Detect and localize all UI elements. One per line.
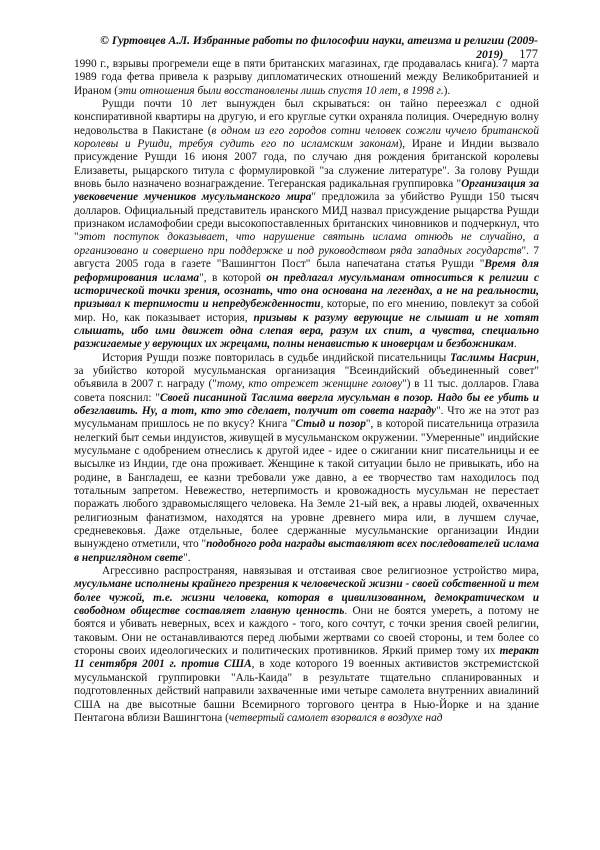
text-run: ". xyxy=(183,551,191,564)
text-run: Рушди почти 10 лет вынужден был скрываться: он тайно переезжал с одной конспиративной квартиры на другую, и его круглые сутки охраняла полиция. Очередную волну недовольства в Пакистане ( xyxy=(74,98,539,137)
paragraph-4 xyxy=(74,565,539,725)
text-run: . Они не боятся умереть, а потому не боятся и убивать неверных, всех и каждого - того, кого сочтут, с точки зрения своей религии, таковым. Они не останавливаются перед любыми жертвами со своей стороны, и тем более со стороны своих идеологических и политических противников. Яркий пример тому их xyxy=(74,605,539,658)
text-run: ") в 11 тыс. долларов. Глава совета пояснил: " xyxy=(74,378,539,404)
text-run: ), Иране и Индии вызвало присуждение Рушди 16 июня 2007 года, по случаю дня рождения британской королевы Елизаветы, рыцарского титула с формулировкой "за служение литературе". За голову Рушди вновь было назначено вознаграждение. Тегеранская радикальная группировка " xyxy=(74,138,539,191)
text-run: ". 7 августа 2005 года в газете "Вашингтон Пост" была напечатана статья Рушди " xyxy=(74,244,539,271)
emphasis-text: он предлагал мусульманам относиться к религии с исторической точки зрения, осознать, что она основана на легендах, а не на реальности, призывал к терпимости и непредубежденности xyxy=(74,271,540,311)
emphasis-text: призывы к разуму верующие не слышат и не хотят слышать, ибо ими движет одна слепая вера, разум их спит, а чувства, специально разжигаемые у верующих их жрецами, полны ненавистью к иноверцам и безбожникам xyxy=(74,311,539,351)
emphasis-text: Организация за увековечение мучеников мусульманского мира xyxy=(74,178,539,204)
emphasis-text: Время для реформирования ислама xyxy=(74,258,539,284)
italic-text: эти отношения были восстановлены лишь спустя 10 лет, в 1998 г. xyxy=(118,84,444,97)
emphasis-text: Таслимы Насрин xyxy=(449,351,537,364)
italic-text: в одном из его городов сотни человек сожгли чучело британской королевы и Рушди, требуя судить его по исламским законам xyxy=(74,124,539,151)
italic-text: этот поступок доказывает, что нарушение святынь ислама отнюдь не случайно, а организовано и совершено при поддержке и под руководством ряда западных государств xyxy=(74,231,539,257)
paragraph-2 xyxy=(74,98,539,352)
italic-text: четвертый самолет взорвался в воздухе над xyxy=(228,711,443,724)
text-run: ". Что же на этот раз мусульманам пришлось не по вкусу? Книга " xyxy=(74,404,540,431)
text-run: ", в которой писательница отразила нелегкий быт семьи индуистов, живущей в мусульманском окружении. "Умеренные" индийские мусульмане с одобрением отнеслись к другой идее - идее о сжигании книг писательницы и ее высылке из Индии, где она проживает. Женщине к такой ситуации было не привыкать, ибо на родине, в Бангладеш, ее казни требовали уже давно, а ее творчество там находилось под тотальным запретом. Невежество, нетерпимость и кровожадность мусульман не перестает поражать любого здравомыслящего человека. На Земле 21-ый век, а нравы людей, охваченных религиозным фанатизмом, находятся на уровне древнего мира или, в лучшем случае, средневековья. Даже отдельные, более сдержанные мусульманские организации Индии вынуждено отметили, что " xyxy=(74,418,539,551)
paragraph-1 xyxy=(74,58,539,98)
italic-text: тому, кто отрежет женщине голову xyxy=(216,378,403,391)
page-number: 177 xyxy=(519,47,538,61)
emphasis-text: Своей писаниной Таслима ввергла мусульман в позор. Надо бы ее убить и обезглавить. Ну, а тот, кто это сделает, получит от совета награду xyxy=(74,391,539,417)
text-run: 1990 г., взрывы прогремели еще в пяти британских магазинах, где продавалась книга). 7 марта 1989 года фетва привела к разрыву дипломатических отношений между Великобританией и Ираном ( xyxy=(74,58,539,97)
text-run: Агрессивно распространяя, навязывая и отстаивая свое религиозное устройство мира, xyxy=(102,565,539,578)
running-title: © Гуртовцев А.Л. Избранные работы по философии науки, атеизма и религии (2009-2019) xyxy=(100,34,538,61)
emphasis-text: теракт 11 сентября 2001 г. против США xyxy=(74,645,539,671)
text-run: История Рушди позже повторилась в судьбе индийской писательницы xyxy=(102,351,450,364)
text-run: " предложила за убийство Рушди 150 тысяч долларов. Официальный представитель иранского МИД назвал присуждение рыцарства Рушди признаком исламофобии среди высокопоставленных британских чиновников и подчеркнул, что " xyxy=(74,191,539,244)
text-run: ). xyxy=(443,84,451,97)
paragraph-3 xyxy=(74,352,539,566)
emphasis-text: подобного рода награды выставляют всех последователей ислама в неприглядном свете xyxy=(74,538,539,564)
text-run: , в ходе которого 19 военных активистов экстремистской мусульманской группировки "Аль-Каида" в результате тщательно спланированных и подготовленных действий направили захваченные ими четыре самолета внутренних авиалиний США на две высотные башни Всемирного торгового центра в Нью-Йорке и на здание Пентагона вблизи Вашингтона ( xyxy=(74,658,539,724)
emphasis-text: Стыд и позор xyxy=(295,418,366,431)
text-run: ", в которой xyxy=(199,271,267,284)
emphasis-text: мусульмане исполнены крайнего презрения к человеческой жизни - своей собственной и тем более чужой, т.е. жизни человека, которая в цивилизованном, демократическом и свободном обществе составляет главную ценность xyxy=(74,578,539,618)
body-text xyxy=(74,58,539,725)
text-run: . xyxy=(513,338,517,351)
text-run: , за убийство которой мусульманская организация "Всеиндийский объединенный совет" объявила в 2007 г. награду (" xyxy=(74,351,540,391)
text-run: , которые, по его мнению, повлекут за собой мир. Но, как показывает история, xyxy=(74,298,539,324)
